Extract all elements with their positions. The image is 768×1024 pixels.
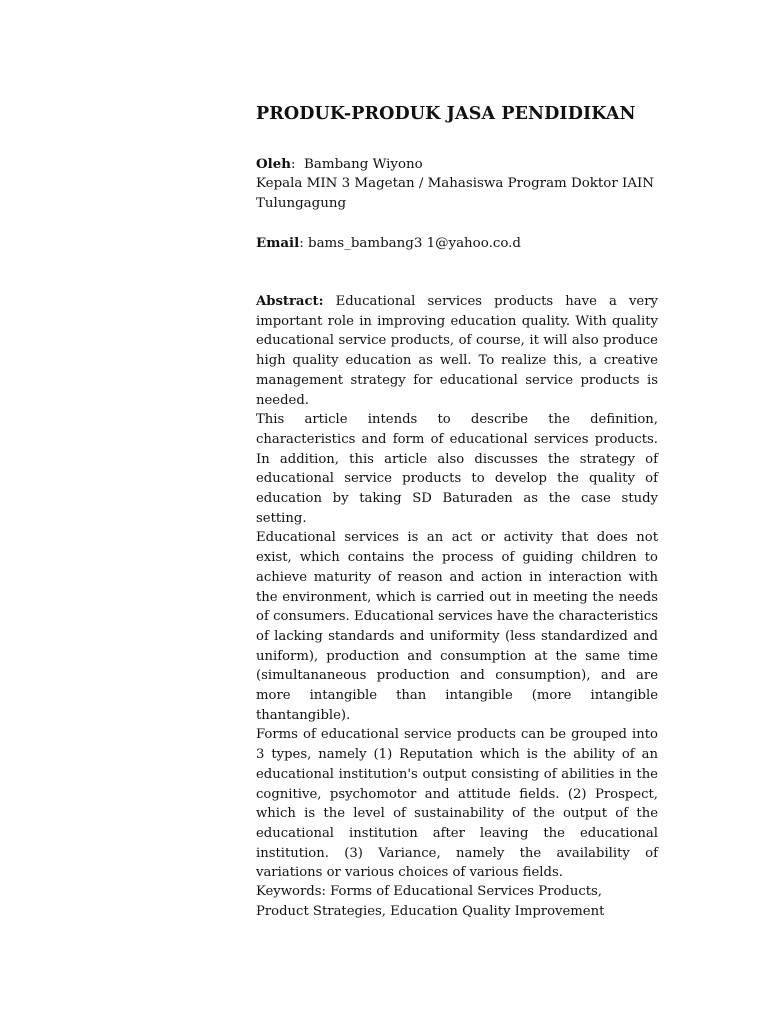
author-label: Oleh <box>256 156 292 172</box>
affiliation-line-2: Tulungagung <box>256 196 347 211</box>
author-name: Bambang Wiyono <box>304 157 423 172</box>
abstract-paragraph-2: This article intends to describe the definition, characteristics and form of educational services products. In addition, this article also discusses the strategy of educational service products to develop the quality of education by taking SD Baturaden as the case study setting. <box>256 412 658 526</box>
email-value: : bams_bambang3 1@yahoo.co.d <box>299 236 521 251</box>
abstract-section <box>256 292 658 883</box>
affiliation-line-1: Kepala MIN 3 Magetan / Mahasiswa Program Doktor IAIN <box>256 176 654 191</box>
abstract-paragraph-3: Educational services is an act or activity that does not exist, which contains the process of guiding children to achieve maturity of reason and action in interaction with the environment, which is carried out in meeting the needs of consumers. Educational services have the characteristics of lacking standards and uniformity (less standardized and uniform), production and consumption at the same time (simultananeous production and consumption), and are more intangible than intangible (more intangible thantangible). <box>256 530 658 723</box>
abstract-text-1: Educational services products have a very important role in improving education quality. With quality educational service products, of course, it will also produce high quality education as well. To realize this, a creative management strategy for educational service products is needed. <box>256 294 658 408</box>
email-label: Email <box>256 235 300 251</box>
keywords: Keywords: Forms of Educational Services Products, Product Strategies, Education Quality Improvement <box>256 884 605 919</box>
abstract-paragraph-1 <box>256 292 658 410</box>
abstract-paragraph-4: Forms of educational service products can be grouped into 3 types, namely (1) Reputation which is the ability of an educational institution's output consisting of abilities in the cognitive, psychomotor and attitude fields. (2) Prospect, which is the level of sustainability of the output of the educational institution after leaving the educational institution. (3) Variance, namely the availability of variations or various choices of various fields. <box>256 727 658 881</box>
author-line <box>256 154 423 175</box>
paper-title: PRODUK-PRODUK JASA PENDIDIKAN <box>256 104 636 124</box>
email-line <box>256 233 521 254</box>
abstract-label: Abstract: <box>256 294 324 309</box>
author-separator: : <box>291 157 305 172</box>
